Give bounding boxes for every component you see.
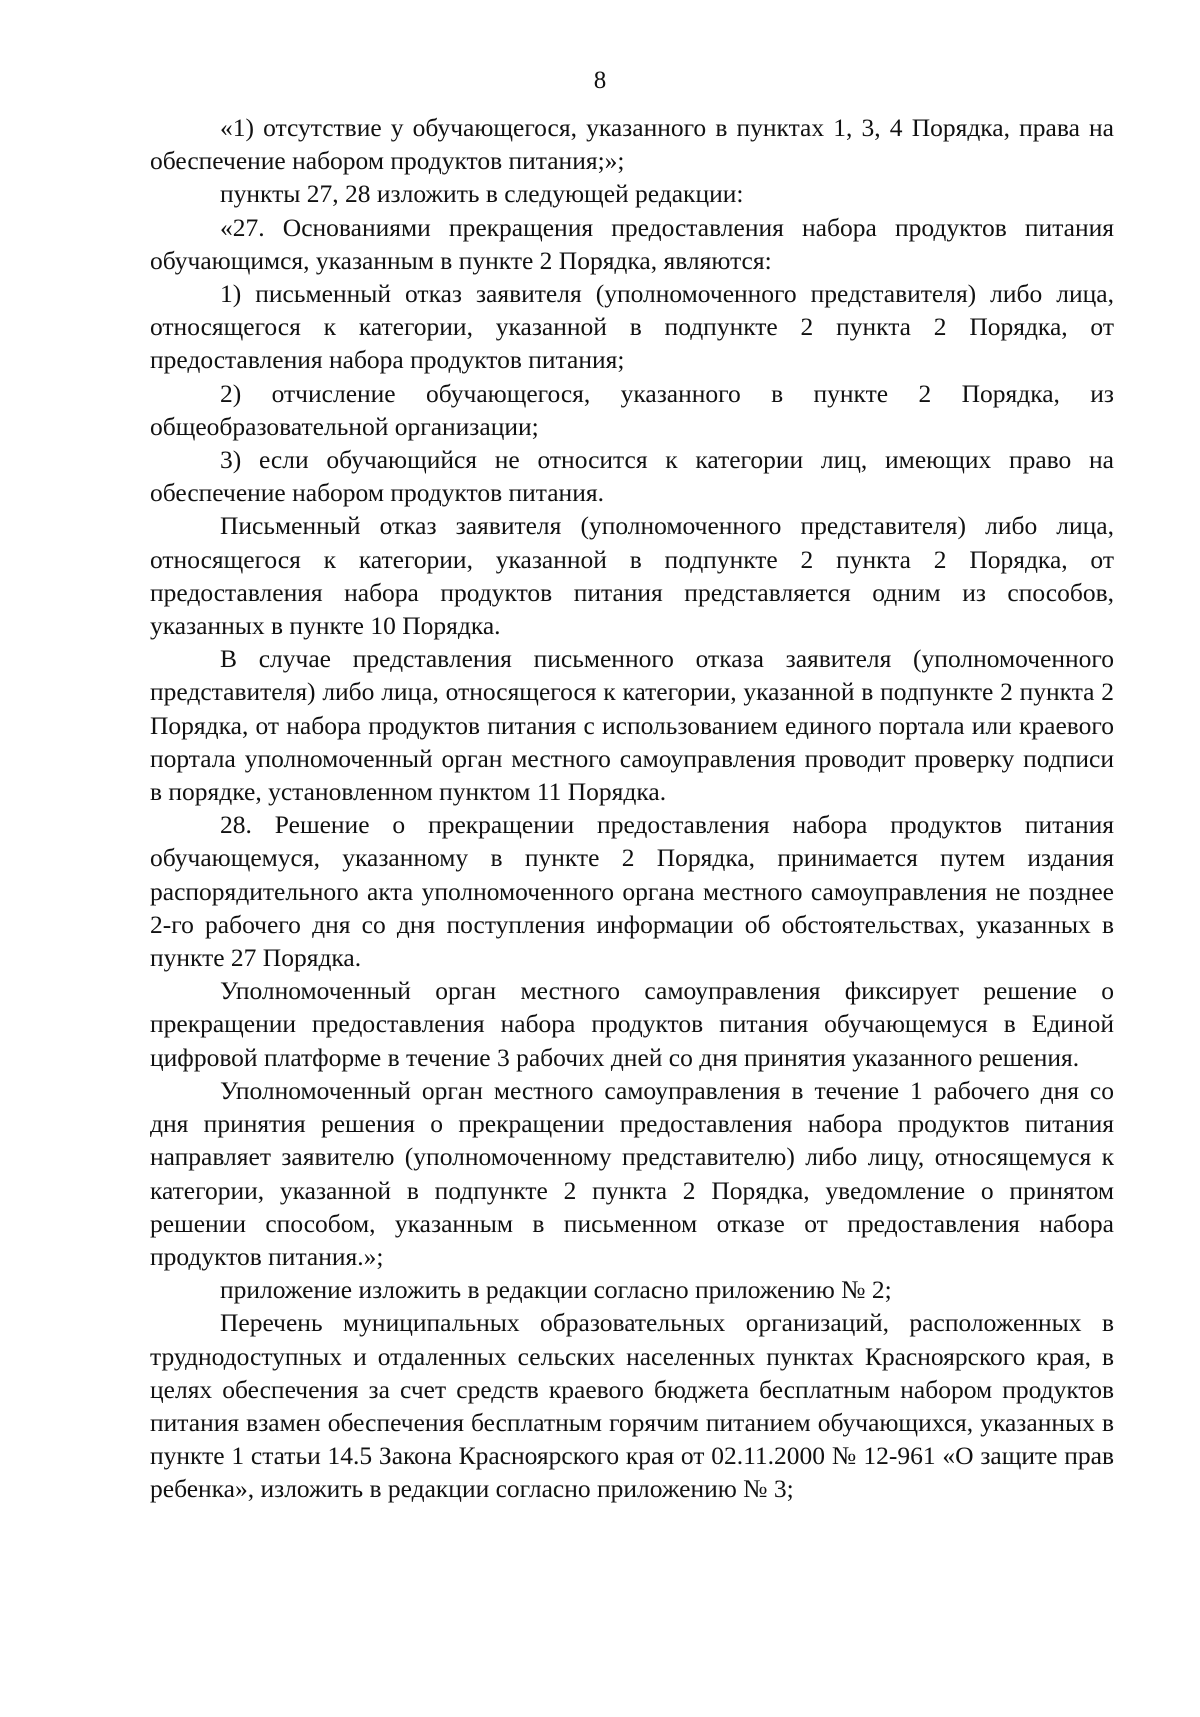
paragraph-5: 2) отчисление обучающегося, указанного в пункте 2 Порядка, из общеобразовательной организации; [150,378,1114,441]
page-number: 8 [593,67,607,94]
paragraph-9: 28. Решение о прекращении предоставления набора продуктов питания обучающемуся, указанному в пункте 2 Порядка, принимается путем издания распорядительного акта уполномоченного органа местного самоуправления не позднее 2-го рабочего дня со дня поступления информации об обстоятельствах, указанных в пункте 27 Порядка. [150,810,1114,973]
paragraph-7: Письменный отказ заявителя (уполномоченного представителя) либо лица, относящегося к категории, указанной в подпункте 2 пункта 2 Порядка, от предоставления набора продуктов питания представляется одним из способов, указанных в пункте 10 Порядка. [150,511,1114,641]
paragraph-1: «1) отсутствие у обучающегося, указанного в пунктах 1, 3, 4 Порядка, права на обеспечение набором продуктов питания;»; [150,113,1114,176]
paragraph-8: В случае представления письменного отказа заявителя (уполномоченного представителя) либо лица, относящегося к категории, указанной в подпункте 2 пункта 2 Порядка, от набора продуктов питания с использованием единого портала или краевого портала уполномоченный орган местного самоуправления проводит проверку подписи в порядке, установленном пунктом 11 Порядка. [150,644,1114,807]
paragraph-3: «27. Основаниями прекращения предоставления набора продуктов питания обучающимся, указанным в пункте 2 Порядка, являются: [150,212,1114,275]
paragraph-13: Перечень муниципальных образовательных организаций, расположенных в труднодоступных и отдаленных сельских населенных пунктах Красноярского края, в целях обеспечения за счет средств краевого бюджета бесплатным набором продуктов питания взамен обеспечения бесплатным горячим питанием обучающихся, указанных в пункте 1 статьи 14.5 Закона Красноярского края от 02.11.2000 № 12-961 «О защите прав ребенка», изложить в редакции согласно приложению № 3; [150,1308,1114,1504]
paragraph-11: Уполномоченный орган местного самоуправления в течение 1 рабочего дня со дня принятия решения о прекращении предоставления набора продуктов питания направляет заявителю (уполномоченному представителю) либо лицу, относящемуся к категории, указанной в подпункте 2 пункта 2 Порядка, уведомление о принятом решении способом, указанным в письменном отказе от предоставления набора продуктов питания.»; [150,1075,1114,1271]
paragraph-10: Уполномоченный орган местного самоуправления фиксирует решение о прекращении предоставления набора продуктов питания обучающемуся в Единой цифровой платформе в течение 3 рабочих дней со дня принятия указанного решения. [150,976,1114,1072]
paragraph-4: 1) письменный отказ заявителя (уполномоченного представителя) либо лица, относящегося к категории, указанной в подпункте 2 пункта 2 Порядка, от предоставления набора продуктов питания; [150,279,1114,375]
paragraph-2: пункты 27, 28 изложить в следующей редакции: [220,179,744,209]
paragraph-6: 3) если обучающийся не относится к категории лиц, имеющих право на обеспечение набором продуктов питания. [150,445,1114,508]
paragraph-12: приложение изложить в редакции согласно приложению № 2; [220,1275,892,1305]
document-body [150,111,1114,1506]
